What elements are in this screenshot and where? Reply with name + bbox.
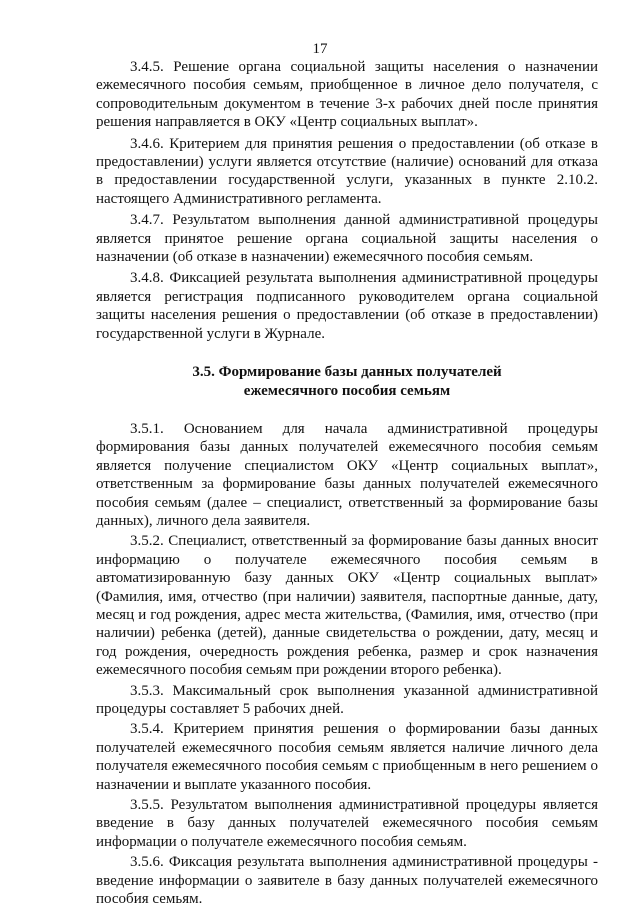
paragraph-3-4-6: 3.4.6. Критерием для принятия решения о предоставлении (об отказе в предоставлении) услуги является отсутствие (наличие) оснований для отказа в предоставлении государственной услуги, указанных в пункте 2.10.2. настоящего Административного регламента. (96, 135, 598, 207)
paragraph-3-5-6: 3.5.6. Фиксация результата выполнения административной процедуры - введение информации о заявителе в базу данных получателей ежемесячного пособия семьям. (96, 854, 598, 908)
section-heading-3-5 (96, 363, 598, 400)
section-heading-line-1: 3.5. Формирование базы данных получателей (192, 364, 502, 381)
page-number: 17 (312, 41, 328, 57)
section-heading-line-2: ежемесячного пособия семьям (243, 382, 451, 399)
paragraph-3-5-4: 3.5.4. Критерием принятия решения о формировании базы данных получателей ежемесячного пособия семьям является наличие личного дела получателя ежемесячного пособия семьям с приобщенным в него решением о назначении и выплате указанного пособия. (96, 721, 598, 793)
paragraph-3-5-1: 3.5.1. Основанием для начала административной процедуры формирования базы данных получателей ежемесячного пособия семьям является получение специалистом ОКУ «Центр социальных выплат», ответственным за формирование базы данных получателей ежемесячного пособия семьям (далее – специалист, ответственный за формирование базы данных), личного дела заявителя. (96, 420, 598, 529)
paragraph-3-4-8: 3.4.8. Фиксацией результата выполнения административной процедуры является регистрация подписанного руководителем органа социальной защиты населения решения о предоставлении (об отказе в предоставлении) государственной услуги в Журнале. (96, 270, 598, 342)
paragraph-3-5-2: 3.5.2. Специалист, ответственный за формирование базы данных вносит информацию о получателе ежемесячного пособия семьям в автоматизированную базу данных ОКУ «Центр социальных выплат» (Фамилия, имя, отчество (при наличии) заявителя, паспортные данные, дату, месяц и год рождения, адрес места жительства, (Фамилия, имя, отчество (при наличии) ребенка (детей), данные свидетельства о рождении, дату, месяц и год рождения, очередность рождения ребенка, размер и срок назначения ежемесячного пособия семьям при рождении второго ребенка). (96, 533, 598, 679)
document-body (96, 58, 598, 908)
paragraph-3-4-7: 3.4.7. Результатом выполнения данной административной процедуры является принятое решение органа социальной защиты населения о назначении (об отказе в назначении) ежемесячного пособия семьям. (96, 212, 598, 266)
paragraph-3-5-3: 3.5.3. Максимальный срок выполнения указанной административной процедуры составляет 5 рабочих дней. (96, 682, 598, 717)
paragraph-3-4-5: 3.4.5. Решение органа социальной защиты населения о назначении ежемесячного пособия семьям, приобщенное в личное дело получателя, с сопроводительным документом в течение 3-х рабочих дней после принятия решения направляется в ОКУ «Центр социальных выплат». (96, 59, 598, 131)
paragraph-3-5-5: 3.5.5. Результатом выполнения административной процедуры является введение в базу данных получателей ежемесячного пособия семьям информации о получателе ежемесячного пособия семьям. (96, 797, 598, 850)
